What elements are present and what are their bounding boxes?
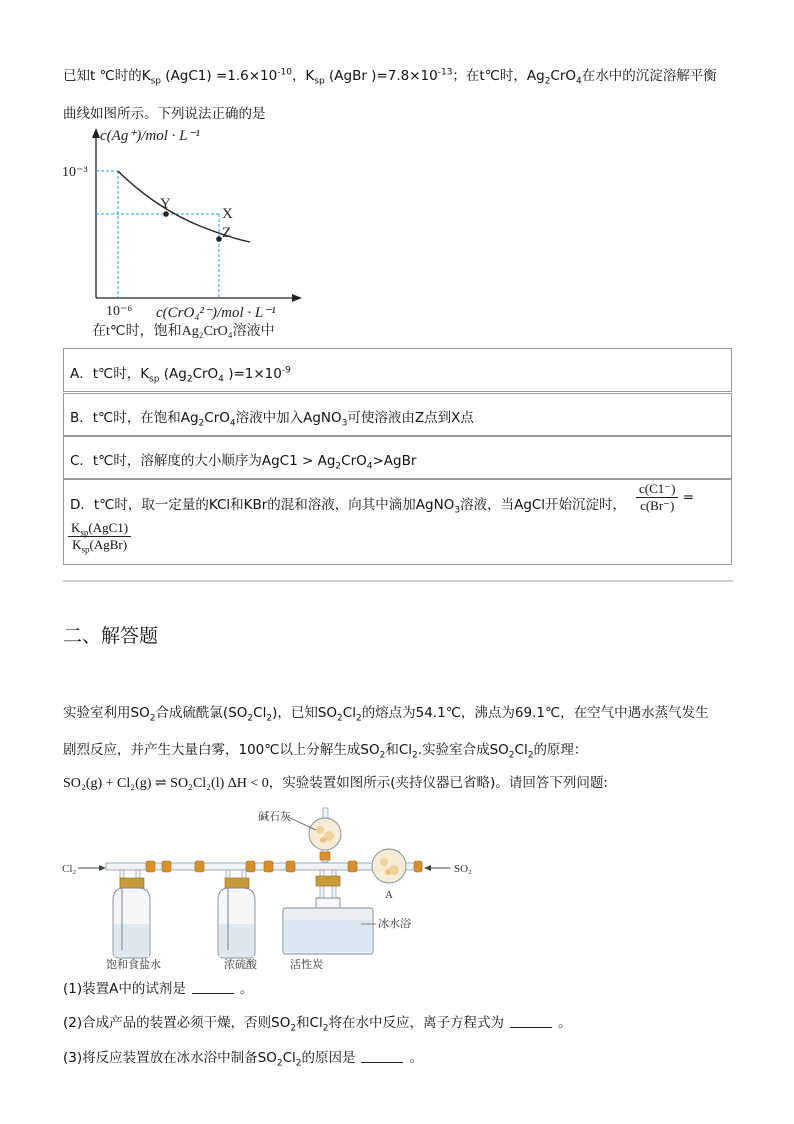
option-c-text xyxy=(70,449,417,472)
text-run: 在水中的沉淀溶解平衡 xyxy=(581,68,717,84)
option-b-box[interactable] xyxy=(63,393,732,436)
text-run: ，K xyxy=(291,68,315,84)
y-tick-label: 10⁻³ xyxy=(62,165,88,180)
text-sub: 2 xyxy=(322,1023,329,1034)
text-run: 剧烈反应，并产生大量白雾，100℃以上分解生成SO xyxy=(63,742,380,758)
ice-bath xyxy=(283,908,373,954)
text-run: .实验室合成SO xyxy=(417,742,509,758)
text-sub: 2 xyxy=(295,1058,302,1069)
text-run: ，实验装置如图所示(夹持仪器已省略)。请回答下列问题: xyxy=(268,775,608,791)
soda-lime-label: 碱石灰 xyxy=(258,811,291,823)
option-d-text xyxy=(70,493,627,516)
sulfuric-acid-label: 浓硫酸 xyxy=(224,959,257,971)
text-sub: sp xyxy=(314,76,325,87)
flask-a xyxy=(372,849,422,883)
text-sup: -9 xyxy=(281,365,291,376)
text-run: Cl xyxy=(282,1050,296,1066)
text-run: 。 xyxy=(409,1050,423,1066)
text-sub: 2 xyxy=(290,1023,297,1034)
text-run: 的原因是 xyxy=(301,1050,356,1066)
x-axis-label: c(CrO₄²⁻)/mol · L⁻¹ xyxy=(156,305,276,321)
fraction-numerator: c(C1⁻) xyxy=(639,481,676,496)
text-sub: 3 xyxy=(341,418,348,429)
text-sub: 2 xyxy=(355,713,362,724)
text-run: ；在t℃时，Ag xyxy=(452,68,545,84)
text-sub: 2 xyxy=(186,374,193,385)
text-sub: 3 xyxy=(454,505,461,516)
answer-blank[interactable] xyxy=(510,1015,552,1028)
text-run: D．t℃时，取一定量的KCl和KBr的混和溶液，向其中滴加AgNO xyxy=(70,497,455,513)
option-d-box[interactable] xyxy=(63,479,732,565)
text-run: K xyxy=(71,520,81,535)
sub-question-3 xyxy=(63,1046,423,1069)
sub-question-1 xyxy=(63,977,253,997)
text-run: Cl xyxy=(342,705,356,721)
graph-caption: 在t℃时，饱和Ag₂CrO₄溶液中 xyxy=(92,324,275,339)
answer-blank[interactable] xyxy=(192,981,234,994)
solubility-equilibrium-graph xyxy=(60,118,320,343)
text-sub: 2 xyxy=(412,750,418,761)
text-run: CrO xyxy=(341,453,367,469)
q2-line1 xyxy=(63,701,709,724)
option-a-box[interactable] xyxy=(63,348,732,392)
point-z-label: Z xyxy=(222,225,232,241)
flask-a-label: A xyxy=(385,889,393,901)
sulfuric-acid-bottle xyxy=(218,870,255,958)
x-tick-label: 10⁻⁶ xyxy=(106,304,133,319)
q2-line3 xyxy=(63,771,608,792)
text-sup: -10 xyxy=(277,67,292,78)
text-sub: sp xyxy=(150,76,162,87)
text-sub: 2 xyxy=(335,461,342,472)
option-d-fraction-2 xyxy=(68,520,131,553)
text-sub: sp xyxy=(80,527,89,538)
text-run: (2)合成产品的装置必须干燥，否则SO xyxy=(63,1015,291,1031)
text-run: 。 xyxy=(239,981,254,997)
text-run: 实验室利用SO xyxy=(63,705,150,721)
answer-blank[interactable] xyxy=(361,1050,403,1063)
fraction-denominator: c(Br⁻) xyxy=(636,497,678,514)
reaction-equation: SO₂(g) + Cl₂(g) ⇌ SO₂Cl₂(l) ΔH < 0 xyxy=(63,776,269,791)
text-run: 的熔点为54.1℃，沸点为69.1℃，在空气中遇水蒸气发生 xyxy=(361,705,709,721)
text-sub: 2 xyxy=(527,750,534,761)
text-run: 溶液，当AgCl开始沉淀时， xyxy=(460,497,627,513)
text-run: 可使溶液由Z点到X点 xyxy=(347,410,474,426)
y-axis-label: c(Ag⁺)/mol · L⁻¹ xyxy=(100,128,200,144)
sub-question-2 xyxy=(63,1011,572,1034)
text-sub: 2 xyxy=(544,76,551,87)
option-d-fraction-1 xyxy=(636,481,694,514)
option-a-text xyxy=(70,362,291,385)
text-run: (AgC1) xyxy=(88,520,129,535)
text-sub: 2 xyxy=(379,750,386,761)
text-run: CrO xyxy=(550,68,577,84)
text-sub: 4 xyxy=(218,374,224,385)
point-y-marker xyxy=(163,211,169,217)
text-sup: -13 xyxy=(437,67,453,78)
equals-sign: = xyxy=(682,489,695,506)
text-sub: 4 xyxy=(366,461,373,472)
fraction-numerator xyxy=(68,520,131,536)
point-x-label: X xyxy=(222,206,233,222)
text-run: )=1×10 xyxy=(223,366,282,382)
text-run: 已知t ℃时的K xyxy=(63,68,151,84)
text-run: )，已知SO xyxy=(272,705,338,721)
text-sub: 2 xyxy=(149,713,156,724)
section-title: 二、解答题 xyxy=(63,625,159,647)
so2-inlet-label: SO₂ xyxy=(454,863,472,875)
text-sub: sp xyxy=(81,544,90,555)
text-run: A．t℃时，K xyxy=(70,366,150,382)
brine-bottle xyxy=(113,870,150,958)
text-sub: 4 xyxy=(576,76,582,87)
soda-lime-tube xyxy=(309,808,341,862)
ice-bath-label: 冰水浴 xyxy=(378,918,411,930)
text-run: C．t℃时，溶解度的大小顺序为AgC1 > Ag xyxy=(70,453,336,469)
option-b-text xyxy=(70,406,474,429)
cl2-inlet-label: Cl₂ xyxy=(62,863,77,875)
q2-line2 xyxy=(63,738,588,761)
text-run: Cl xyxy=(253,705,267,721)
text-sub: 4 xyxy=(229,418,236,429)
fraction-denominator xyxy=(68,536,131,553)
text-run: 和Cl xyxy=(385,742,413,758)
text-run: CrO xyxy=(204,410,230,426)
text-run: CrO xyxy=(192,366,219,382)
text-sub: 2 xyxy=(276,1058,283,1069)
text-sub: 2 xyxy=(337,713,343,724)
text-run: B．t℃时，在饱和Ag xyxy=(70,410,199,426)
text-run: 的原理： xyxy=(533,742,588,758)
text-run: 和Cl xyxy=(296,1015,323,1031)
point-y-label: Y xyxy=(160,196,171,212)
text-run: (3)将反应装置放在冰水浴中制备SO xyxy=(63,1050,277,1066)
text-run: 溶液中加入AgNO xyxy=(235,410,342,426)
text-sub: 2 xyxy=(266,713,273,724)
text-run: (AgC1) =1.6×10 xyxy=(161,68,278,84)
q1-intro-line2: 曲线如图所示。下列说法正确的是 xyxy=(63,106,266,122)
text-run: >AgBr xyxy=(372,453,417,469)
text-sub: 2 xyxy=(508,750,515,761)
apparatus-diagram xyxy=(58,800,488,972)
brine-label: 饱和食盐水 xyxy=(106,959,161,971)
text-sub: 2 xyxy=(247,713,254,724)
text-run: (1)装置A中的试剂是 xyxy=(63,981,186,997)
text-run: 。 xyxy=(557,1015,572,1031)
activated-carbon-label: 活性炭 xyxy=(290,959,323,971)
text-run: 合成硫酰氯(SO xyxy=(155,705,248,721)
text-run: K xyxy=(72,537,82,552)
option-c-box[interactable] xyxy=(63,436,732,479)
text-run: (AgBr )=7.8×10 xyxy=(324,68,438,84)
point-z-marker xyxy=(216,236,222,242)
text-sub: sp xyxy=(149,374,160,385)
text-run: (AgBr) xyxy=(89,537,128,552)
text-run: 将在水中反应，离子方程式为 xyxy=(328,1015,504,1031)
q1-intro-line1 xyxy=(63,64,717,87)
text-run: Cl xyxy=(514,742,528,758)
section-divider xyxy=(63,580,733,582)
text-run: (Ag xyxy=(159,366,187,382)
text-sub: 2 xyxy=(198,418,205,429)
